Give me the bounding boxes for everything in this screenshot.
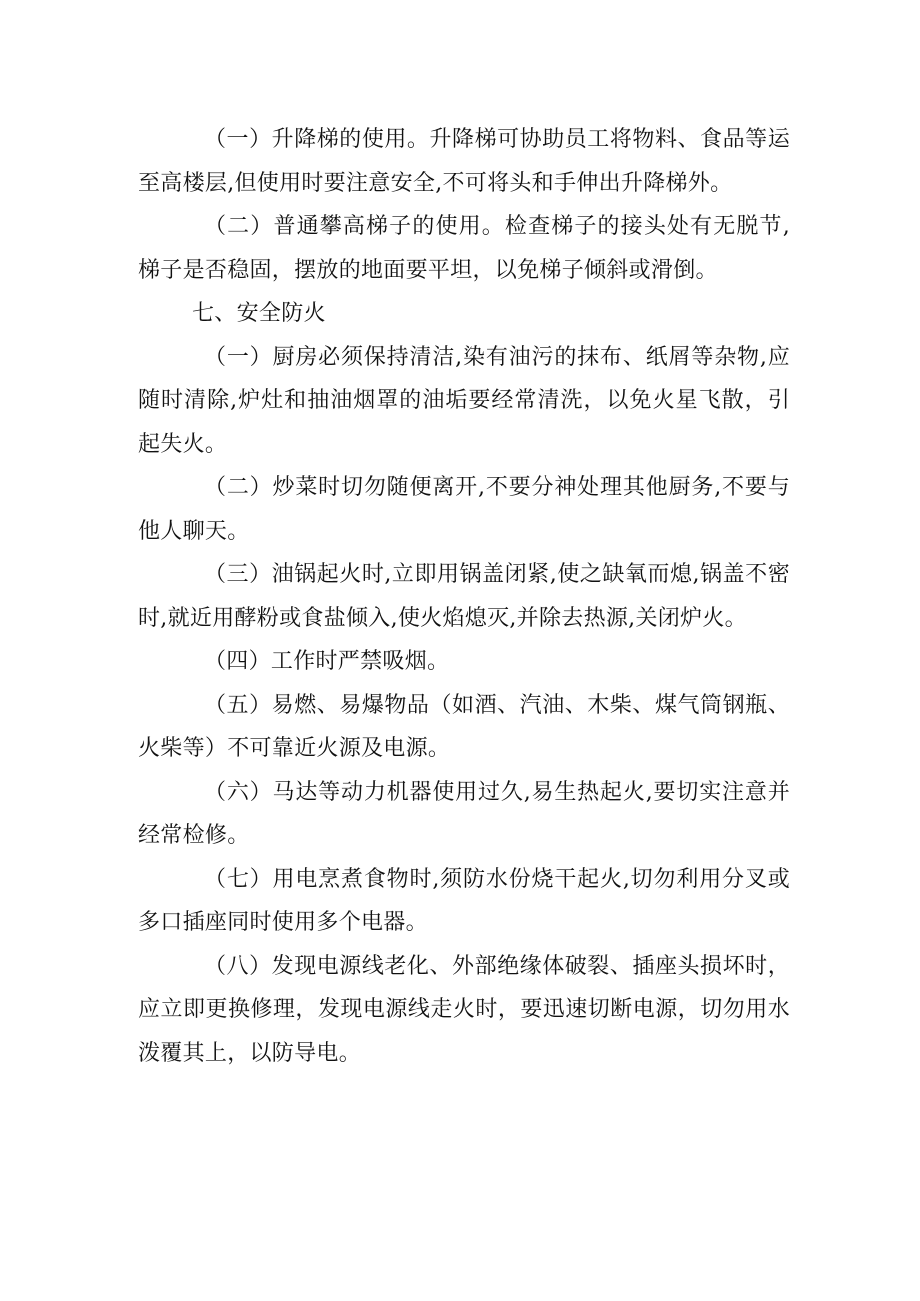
fire-item-6: （六）马达等动力机器使用过久,易生热起火,要切实注意并经常检修。 (138, 779, 790, 848)
fire-item-8: （八）发现电源线老化、外部绝缘体破裂、插座头损坏时，应立即更换修理，发现电源线走火时，要迅速切断电源，切勿用水泼覆其上，以防导电。 (138, 953, 790, 1066)
fire-item-2: （二）炒菜时切勿随便离开,不要分神处理其他厨务,不要与他人聊天。 (138, 475, 790, 544)
fire-item-7: （七）用电烹煮食物时,须防水份烧干起火,切勿利用分叉或多口插座同时使用多个电器。 (138, 866, 790, 935)
section-heading-fire-safety: 七、安全防火 (192, 301, 326, 326)
fire-item-1: （一）厨房必须保持清洁,染有油污的抹布、纸屑等杂物,应随时清除,炉灶和抽油烟罩的油垢要经常清洗，以免火星飞散，引起失火。 (138, 344, 790, 457)
document-body (138, 118, 790, 1075)
fire-item-3: （三）油锅起火时,立即用锅盖闭紧,使之缺氧而熄,锅盖不密时,就近用酵粉或食盐倾入,使火焰熄灭,并除去热源,关闭炉火。 (138, 562, 790, 631)
fire-item-5: （五）易燃、易爆物品（如酒、汽油、木柴、煤气筒钢瓶、火柴等）不可靠近火源及电源。 (138, 692, 790, 761)
fire-item-4: （四）工作时严禁吸烟。 (204, 649, 450, 674)
paragraph-ladder: （二）普通攀高梯子的使用。检查梯子的接头处有无脱节,梯子是否稳固，摆放的地面要平坦，以免梯子倾斜或滑倒。 (138, 214, 790, 283)
paragraph-elevator: （一）升降梯的使用。升降梯可协助员工将物料、食品等运至高楼层,但使用时要注意安全,不可将头和手伸出升降梯外。 (138, 127, 790, 196)
